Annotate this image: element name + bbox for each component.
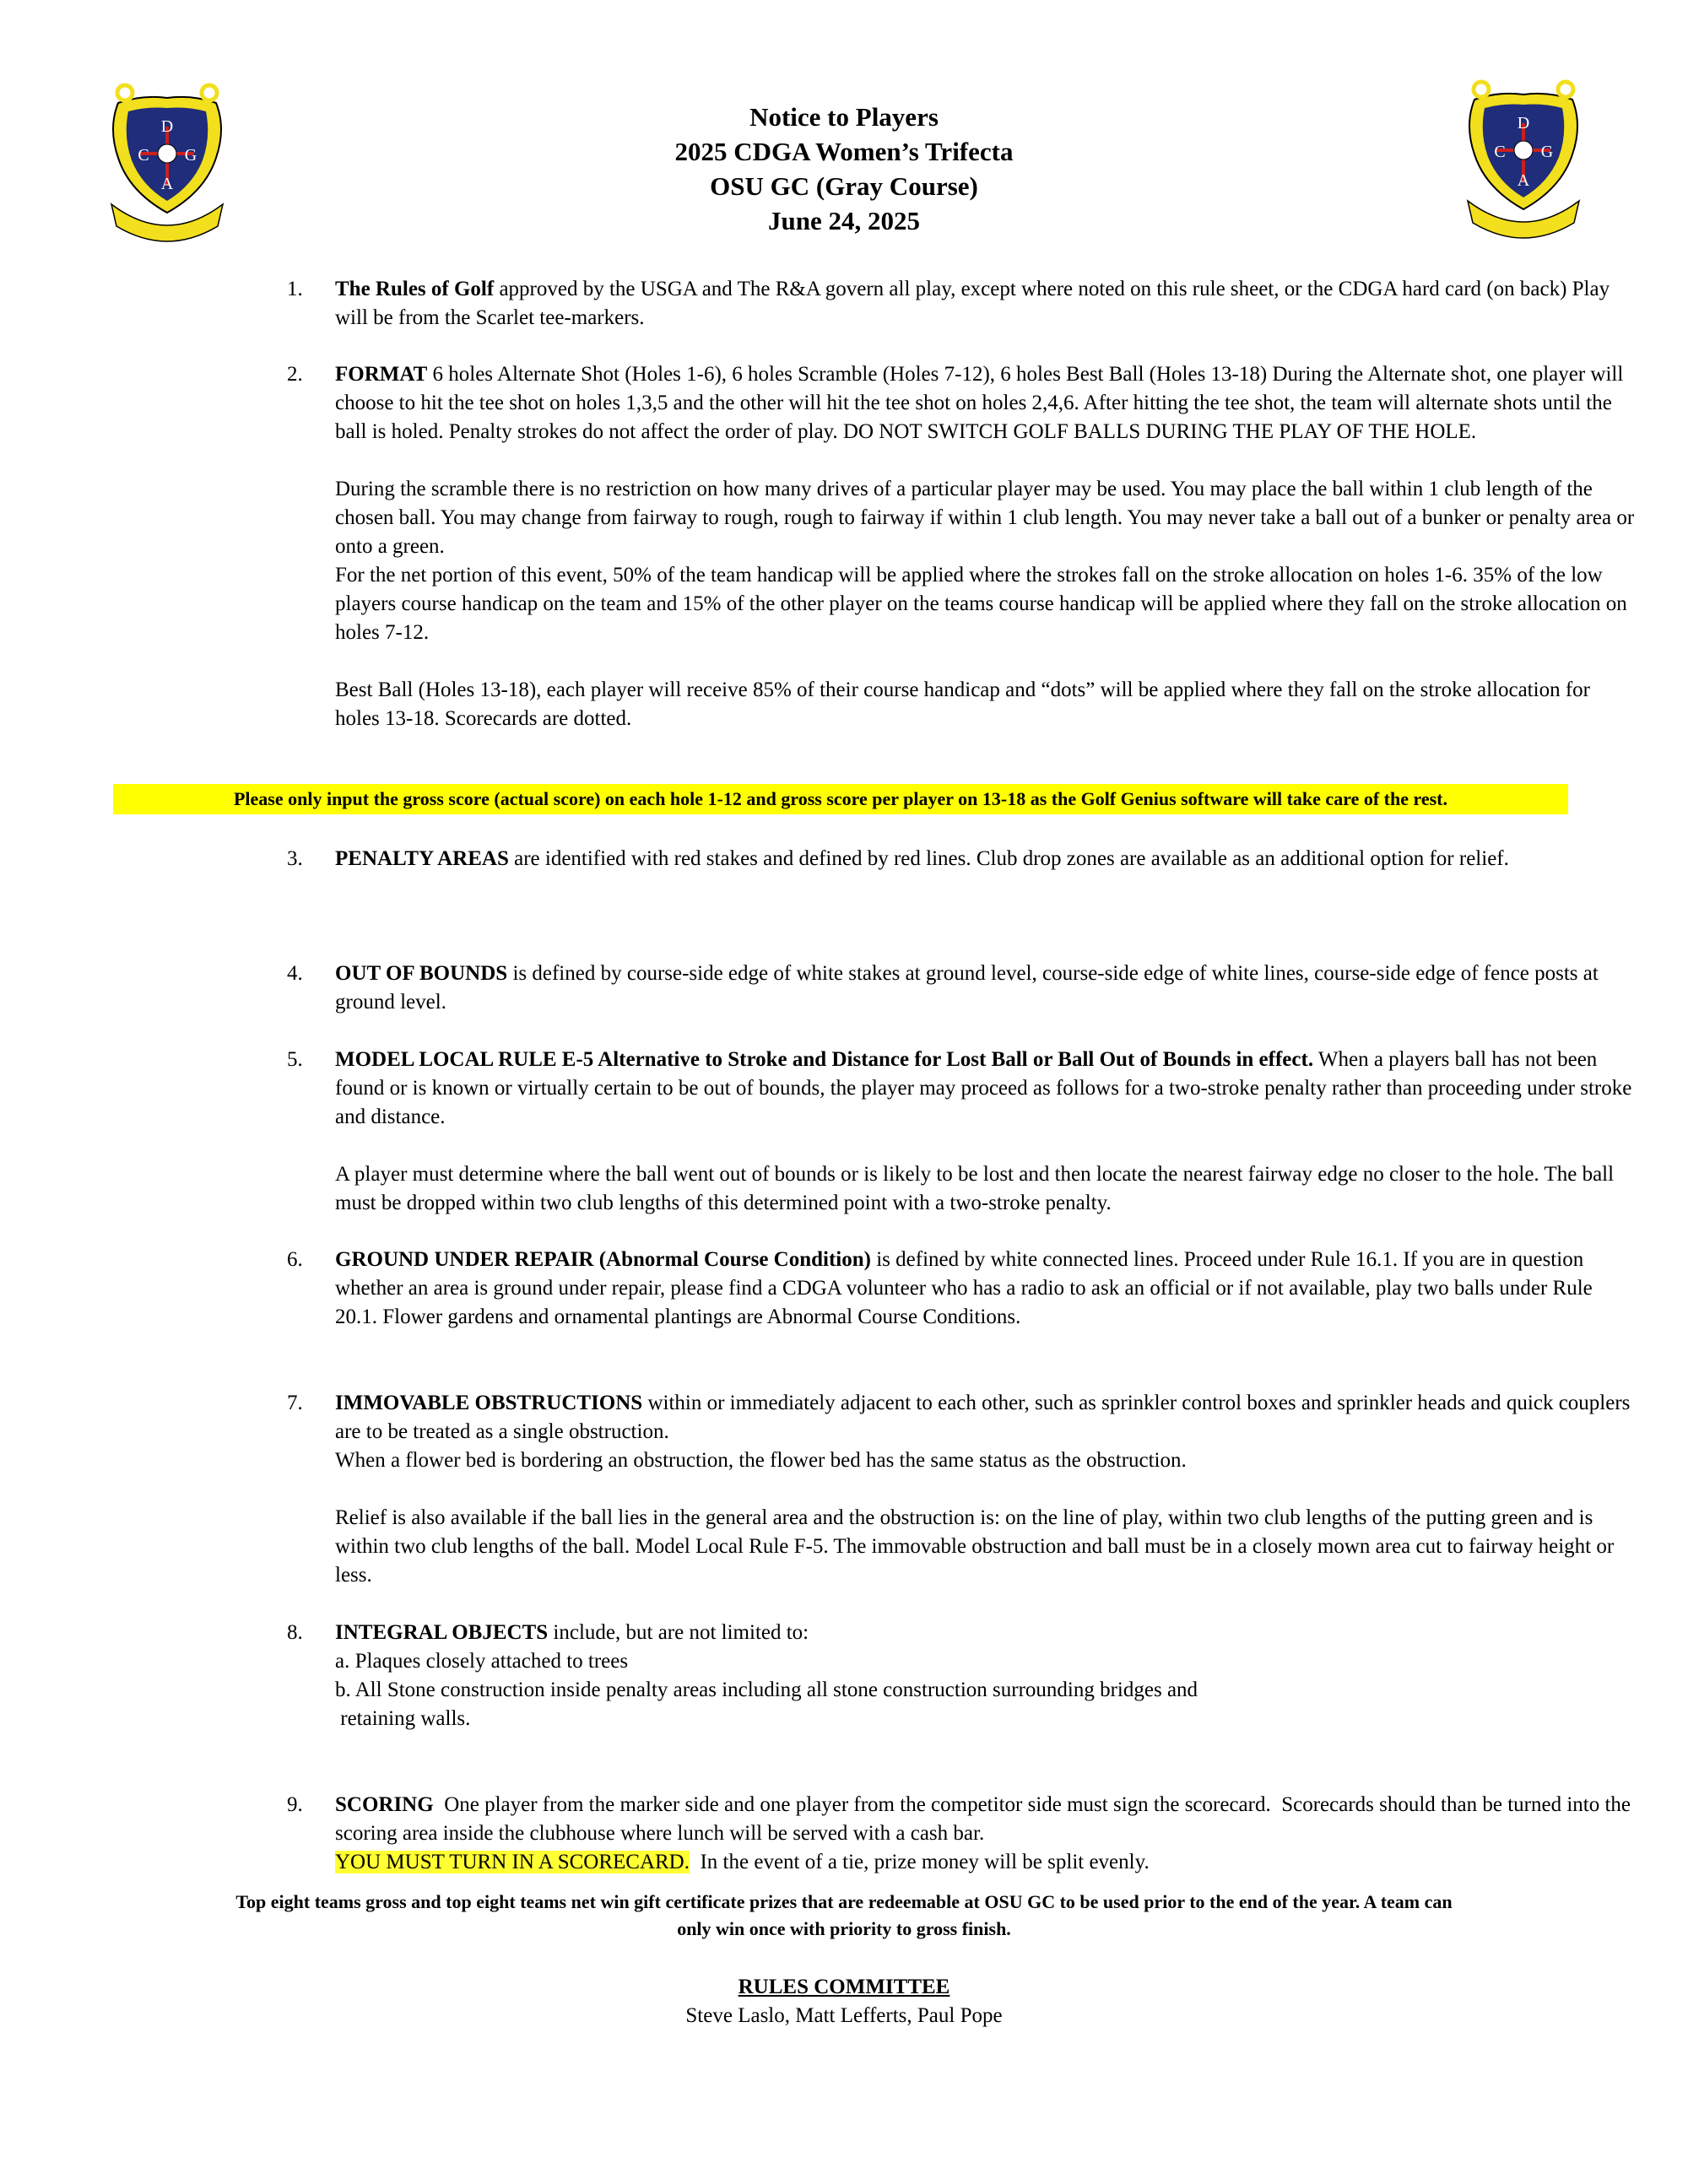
title-line-4: June 24, 2025 [768,206,920,235]
item-number: 2. [287,363,303,386]
net-portion-paragraph: For the net portion of this event, 50% of the team handicap will be applied where the strokes fall on the stroke allocation on holes 1-6. 35% of the low players course handicap on the team and 15% of the other player on the teams course handicap will be applied where they fall on the stroke allocation on holes 7-12. [335,564,1627,644]
item-number: 8. [287,1621,303,1644]
rules-committee [506,1973,1182,2030]
item-number: 1. [287,278,303,300]
item-heading: OUT OF BOUNDS [335,962,508,985]
sub-item-b-continued: retaining walls. [335,1707,471,1730]
scramble-paragraph: During the scramble there is no restriction on how many drives of a particular player may be used. You may place the ball within 1 club length of the chosen ball. You may change from fairway to rough, rough to fairway if within 1 club length. You may never take a ball out of a bunker or penalty area or onto a green. [335,478,1635,558]
cdga-crest-icon [100,78,235,246]
prizes-line-1: Top eight teams gross and top eight teams net win gift certificate prizes that are redeemable at OSU GC to be used prior to the end of the year. A team can [235,1891,1453,1912]
cdga-crest-icon [1456,74,1591,243]
item-text: One player from the marker side and one player from the competitor side must sign the scorecard. Scorecards should than be turned into the scoring area inside the clubhouse where lunch will be served with a cash bar. [335,1793,1637,1845]
scorecard-warning: YOU MUST TURN IN A SCORECARD. [335,1851,690,1873]
title-line-1: Notice to Players [749,102,939,132]
sub-item-a: a. Plaques closely attached to trees [335,1650,629,1673]
item-text: is defined by white connected lines. Proceed under Rule 16.1. If you are in question whether an area is ground under repair, please find a CDGA volunteer who has a radio to ask an official or if not available, play two balls under Rule 20.1. Flower gardens and ornamental plantings are Abnormal Course Conditions. [335,1248,1593,1328]
item-text: within or immediately adjacent to each other, such as sprinkler control boxes and sprinkler heads and quick couplers are to be treated as a single obstruction. [335,1392,1631,1443]
prizes-note [97,1889,1591,1943]
item-heading: MODEL LOCAL RULE E-5 Alternative to Stroke and Distance for Lost Ball or Ball Out of Bounds in effect. [335,1048,1314,1071]
committee-names: Steve Laslo, Matt Lefferts, Paul Pope [685,2004,1003,2027]
item-text: When a players ball has not been found or is known or virtually certain to be out of bounds, the player may proceed as follows for a two-stroke penalty rather than proceeding under stroke and distance. [335,1048,1632,1128]
sub-item-b: b. All Stone construction inside penalty areas including all stone construction surrounding bridges and [335,1679,1198,1701]
cdga-logo-right [1456,74,1591,243]
item-number: 5. [287,1048,303,1071]
item-heading: FORMAT [335,363,428,386]
item-text: approved by the USGA and The R&A govern all play, except where noted on this rule sheet, or the CDGA hard card (on back) Play will be from the Scarlet tee-markers. [335,278,1610,329]
committee-heading: RULES COMMITTEE [738,1976,950,1998]
item-heading: GROUND UNDER REPAIR (Abnormal Course Condition) [335,1248,871,1271]
tie-text: In the event of a tie, prize money will be split evenly. [689,1851,1150,1873]
item-heading: PENALTY AREAS [335,847,509,870]
item-text: is defined by course-side edge of white stakes at ground level, course-side edge of white lines, course-side edge of fence posts at ground level. [335,962,1599,1014]
item-text: include, but are not limited to: [548,1621,809,1644]
item-number: 4. [287,962,303,985]
prizes-line-2: only win once with priority to gross finish. [677,1918,1011,1939]
logo-letter-d: D [160,117,174,136]
item-number: 7. [287,1392,303,1414]
title-line-2: 2025 CDGA Women’s Trifecta [674,137,1014,166]
item-number: 6. [287,1248,303,1271]
item-text: 6 holes Alternate Shot (Holes 1-6), 6 holes Scramble (Holes 7-12), 6 holes Best Ball (Holes 13-18) During the Alternate shot, one player will choose to hit the tee shot on holes 1,3,5 and the other will hit the tee shot on holes 2,4,6. After hitting the tee shot, the team will alternate shots until the ball is holed. Penalty strokes do not affect the order of play. DO NOT SWITCH GOLF BALLS DURING THE PLAY OF THE HOLE. [335,363,1624,443]
lost-ball-paragraph: A player must determine where the ball went out of bounds or is likely to be lost and then locate the nearest fairway edge no closer to the hole. The ball must be dropped within two club lengths of this determined point with a two-stroke penalty. [335,1163,1615,1214]
item-heading: The Rules of Golf [335,278,495,300]
item-heading: IMMOVABLE OBSTRUCTIONS [335,1392,643,1414]
cdga-logo-left [100,78,235,246]
logo-letter-c: C [138,146,149,165]
logo-letter-d: D [1517,114,1530,132]
title-line-3: OSU GC (Gray Course) [710,171,978,201]
logo-letter-g: G [184,146,197,165]
notice-title [506,100,1182,238]
best-ball-paragraph: Best Ball (Holes 13-18), each player will receive 85% of their course handicap and “dots” will be applied where they fall on the stroke allocation for holes 13-18. Scorecards are dotted. [335,678,1590,730]
item-number: 3. [287,847,303,870]
logo-letter-a: A [160,175,174,193]
logo-letter-g: G [1540,143,1554,161]
logo-letter-a: A [1517,171,1530,190]
item-heading: SCORING [335,1793,434,1816]
gross-score-notice: Please only input the gross score (actual score) on each hole 1-12 and gross score per player on 13-18 as the Golf Genius software will take care of the rest. [113,784,1568,814]
item-text: are identified with red stakes and defined by red lines. Club drop zones are available as an additional option for relief. [508,847,1509,870]
relief-paragraph: Relief is also available if the ball lies in the general area and the obstruction is: on the line of play, within two club lengths of the putting green and is within two club lengths of the ball. Model Local Rule F-5. The immovable obstruction and ball must be in a closely mown area cut to fairway height or less. [335,1506,1615,1587]
logo-letter-c: C [1494,143,1506,161]
item-heading: INTEGRAL OBJECTS [335,1621,549,1644]
flower-bed-paragraph: When a flower bed is bordering an obstruction, the flower bed has the same status as the obstruction. [335,1449,1187,1472]
item-number: 9. [287,1793,303,1816]
